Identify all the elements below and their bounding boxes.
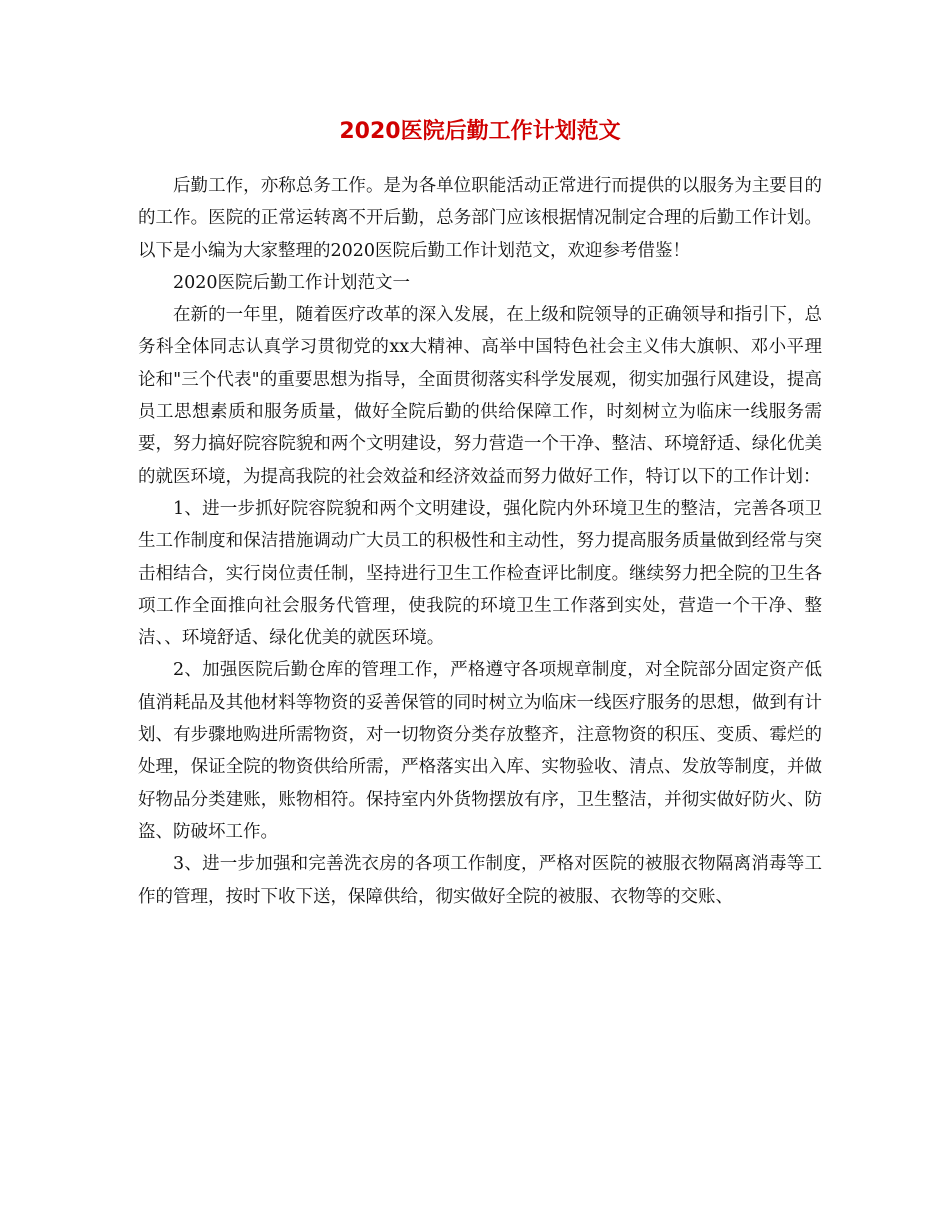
- document-title: 2020医院后勤工作计划范文: [339, 119, 621, 144]
- paragraph-item-1: 1、进一步抓好院容院貌和两个文明建设，强化院内外环境卫生的整洁，完善各项卫生工作制度和保洁措施调动广大员工的积极性和主动性，努力提高服务质量做到经常与突击相结合，实行岗位责任制，坚持进行卫生工作检查评比制度。继续努力把全院的卫生各项工作全面推向社会服务代管理，使我院的环境卫生工作落到实处，营造一个干净、整洁、、环境舒适、绿化优美的就医环境。: [138, 498, 822, 649]
- document-body: [138, 170, 822, 913]
- paragraph-intro: 后勤工作，亦称总务工作。是为各单位职能活动正常进行而提供的以服务为主要目的的工作。医院的正常运转离不开后勤，总务部门应该根据情况制定合理的后勤工作计划。以下是小编为大家整理的2020医院后勤工作计划范文，欢迎参考借鉴！: [138, 176, 822, 261]
- paragraph-overview: 在新的一年里，随着医疗改革的深入发展，在上级和院领导的正确领导和指引下，总务科全体同志认真学习贯彻党的xx大精神、高举中国特色社会主义伟大旗帜、邓小平理论和"三个代表"的重要思想为指导，全面贯彻落实科学发展观，彻实加强行风建设，提高员工思想素质和服务质量，做好全院后勤的供给保障工作，时刻树立为临床一线服务需要，努力搞好院容院貌和两个文明建设，努力营造一个干净、整洁、环境舒适、绿化优美的就医环境，为提高我院的社会效益和经济效益而努力做好工作，特订以下的工作计划：: [138, 305, 822, 487]
- section-heading: 2020医院后勤工作计划范文一: [173, 272, 411, 293]
- paragraph-item-3: 3、进一步加强和完善洗衣房的各项工作制度，严格对医院的被服衣物隔离消毒等工作的管理，按时下收下送，保障供给，彻实做好全院的被服、衣物等的交账、: [138, 854, 822, 907]
- paragraph-item-2: 2、加强医院后勤仓库的管理工作，严格遵守各项规章制度，对全院部分固定资产低值消耗品及其他材料等物资的妥善保管的同时树立为临床一线医疗服务的思想，做到有计划、有步骤地购进所需物资，对一切物资分类存放整齐，注意物资的积压、变质、霉烂的处理，保证全院的物资供给所需，严格落实出入库、实物验收、清点、发放等制度，并做好物品分类建账，账物相符。保持室内外货物摆放有序，卫生整洁，并彻实做好防火、防盗、防破坏工作。: [138, 660, 822, 842]
